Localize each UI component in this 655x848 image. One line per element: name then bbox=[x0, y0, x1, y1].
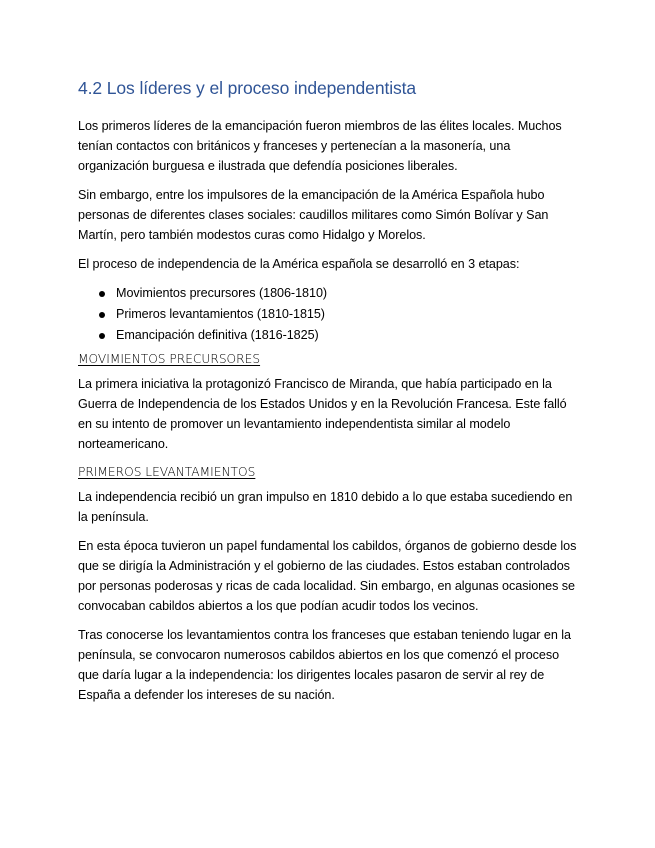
body-paragraph: La primera iniciativa la protagonizó Francisco de Miranda, que había participado en la Guerra de Independencia de los Estados Unidos y en la Revolución Francesa. Este falló en su intento de promover un levantamiento independentista similar al modelo norteamericano. bbox=[78, 377, 567, 451]
bullet-icon bbox=[99, 333, 105, 339]
subsection-title-levantamientos: PRIMEROS LEVANTAMIENTOS bbox=[78, 465, 256, 479]
section-heading: 4.2 Los líderes y el proceso independentista bbox=[78, 78, 417, 98]
list-item bbox=[78, 325, 578, 346]
body-paragraph: En esta época tuvieron un papel fundamental los cabildos, órganos de gobierno desde los que se dirigía la Administración y el gobierno de las ciudades. Estos estaban controlados por personas poderosas y ricas de cada localidad. Sin embargo, en algunas ocasiones se convocaban cabildos abiertos a los que podían acudir todos los vecinos. bbox=[78, 539, 577, 613]
body-paragraph: Tras conocerse los levantamientos contra los franceses que estaban teniendo lugar en la península, se convocaron numerosos cabildos abiertos en los que comenzó el proceso que daría lugar a la independencia: los dirigentes locales pasaron de servir al rey de España a defender los intereses de su nación. bbox=[78, 628, 571, 702]
stage-label: Emancipación definitiva (1816-1825) bbox=[116, 328, 319, 342]
document-page bbox=[78, 76, 578, 714]
stage-label: Movimientos precursores (1806-1810) bbox=[116, 286, 328, 300]
body-paragraph: La independencia recibió un gran impulso en 1810 debido a lo que estaba sucediendo en la península. bbox=[78, 490, 573, 524]
bullet-icon bbox=[99, 312, 105, 318]
bullet-icon bbox=[99, 291, 105, 297]
stage-label: Primeros levantamientos (1810-1815) bbox=[116, 307, 325, 321]
subsection-title-precursores: MOVIMIENTOS PRECURSORES bbox=[78, 352, 261, 366]
intro-paragraph: El proceso de independencia de la América española se desarrolló en 3 etapas: bbox=[78, 257, 520, 271]
list-item bbox=[78, 283, 578, 304]
intro-paragraph: Los primeros líderes de la emancipación fueron miembros de las élites locales. Muchos tenían contactos con británicos y franceses y pertenecían a la masonería, una organización burguesa e ilustrada que defendía posiciones liberales. bbox=[78, 119, 562, 173]
intro-paragraph: Sin embargo, entre los impulsores de la emancipación de la América Española hubo personas de diferentes clases sociales: caudillos militares como Simón Bolívar y San Martín, pero también modestos curas como Hidalgo y Morelos. bbox=[78, 188, 549, 242]
stages-list bbox=[78, 283, 578, 346]
list-item bbox=[78, 304, 578, 325]
